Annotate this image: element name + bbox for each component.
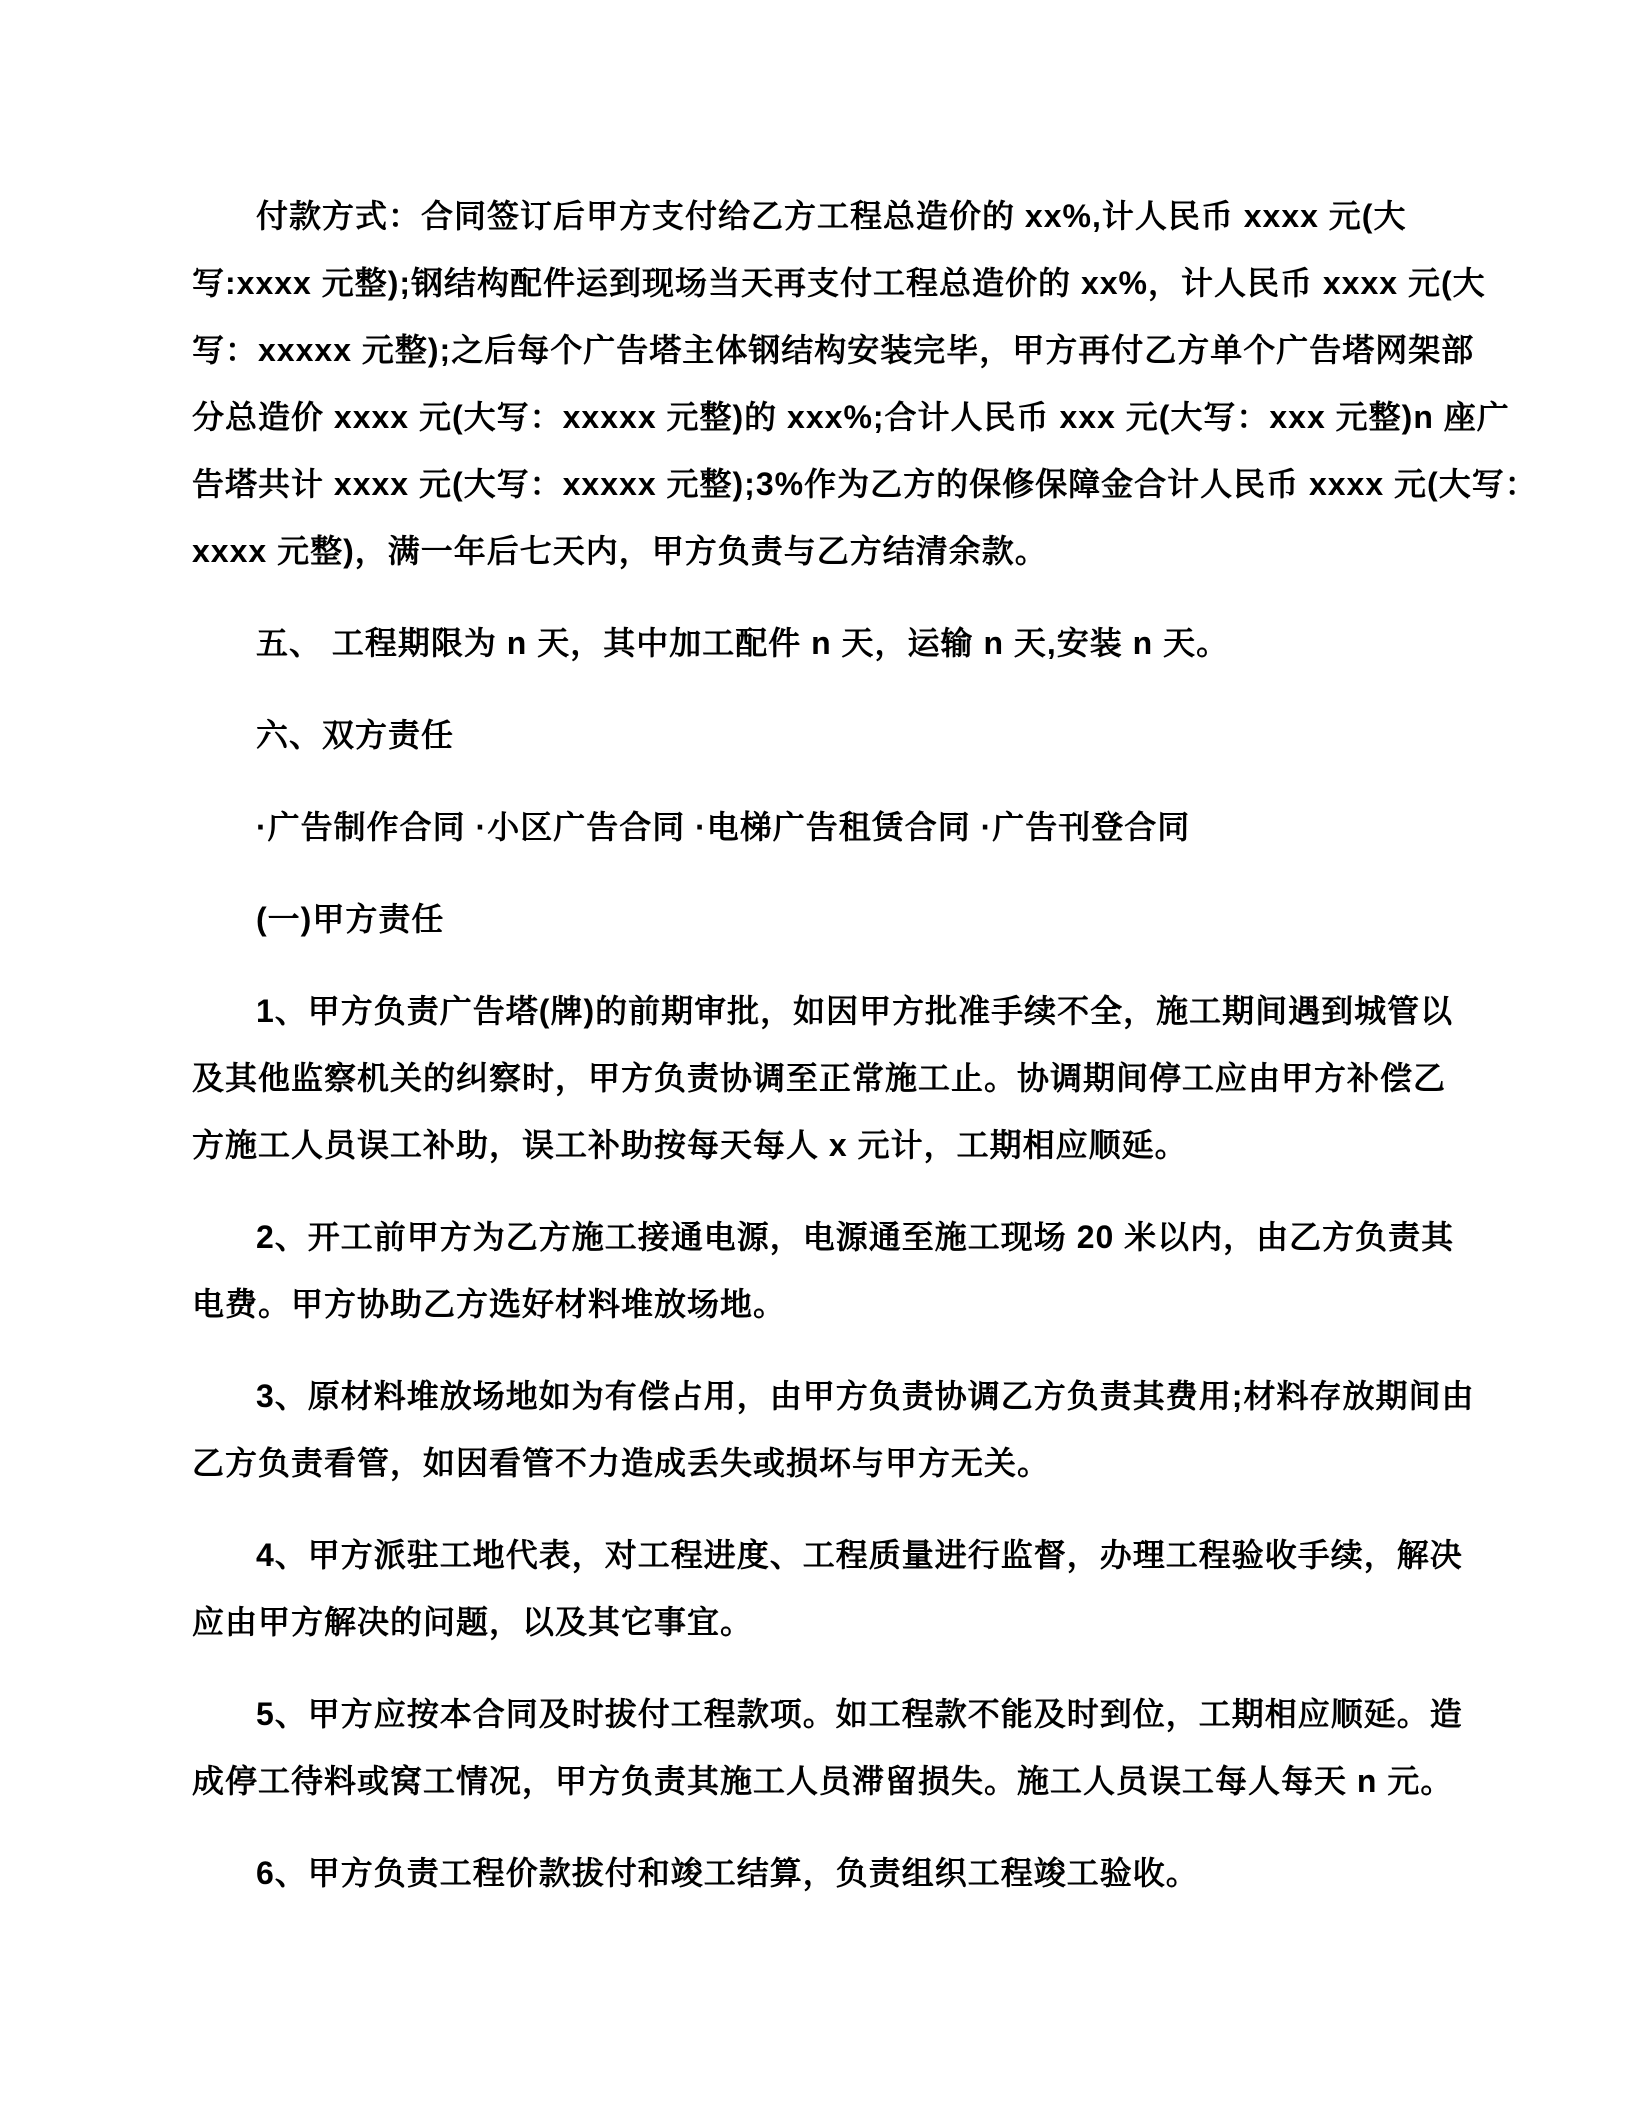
paragraph-line: 电费。甲方协助乙方选好材料堆放场地。 — [192, 1286, 787, 1322]
paragraph-line: 成停工待料或窝工情况，甲方负责其施工人员滞留损失。施工人员误工每人每天 n 元。 — [192, 1763, 1454, 1799]
paragraph-line: ·广告制作合同 ·小区广告合同 ·电梯广告租赁合同 ·广告刊登合同 — [256, 809, 1191, 845]
paragraph-party-a-item-3 — [192, 1363, 1542, 1497]
paragraph-line: 2、开工前甲方为乙方施工接通电源，电源通至施工现场 20 米以内，由乙方负责其 — [256, 1219, 1455, 1255]
paragraph-line: 4、甲方派驻工地代表，对工程进度、工程质量进行监督，办理工程验收手续，解决 — [256, 1537, 1463, 1573]
paragraph-line: 5、甲方应按本合同及时拔付工程款项。如工程款不能及时到位，工期相应顺延。造 — [256, 1696, 1463, 1732]
paragraph-line: 告塔共计 xxxx 元(大写：xxxxx 元整);3%作为乙方的保修保障金合计人民币 xxxx 元(大写： — [192, 466, 1538, 502]
paragraph-line: xxxx 元整)，满一年后七天内，甲方负责与乙方结清余款。 — [192, 533, 1048, 569]
paragraph-line: 方施工人员误工补助，误工补助按每天每人 x 元计，工期相应顺延。 — [192, 1127, 1188, 1163]
paragraph-party-a-item-4 — [192, 1522, 1542, 1656]
paragraph-line: 乙方负责看管，如因看管不力造成丢失或损坏与甲方无关。 — [192, 1445, 1051, 1481]
paragraph-party-a-item-5 — [192, 1681, 1542, 1815]
paragraph-line: 写：xxxxx 元整);之后每个广告塔主体钢结构安装完毕，甲方再付乙方单个广告塔网架部 — [192, 332, 1475, 368]
paragraph-line: 付款方式：合同签订后甲方支付给乙方工程总造价的 xx%,计人民币 xxxx 元(大 — [256, 198, 1407, 234]
paragraph-line: 3、原材料堆放场地如为有偿占用，由甲方负责协调乙方负责其费用;材料存放期间由 — [256, 1378, 1475, 1414]
paragraph-line: 应由甲方解决的问题，以及其它事宜。 — [192, 1604, 754, 1640]
paragraph-payment-terms — [192, 183, 1542, 585]
paragraph-line: (一)甲方责任 — [256, 901, 445, 937]
paragraph-party-a-heading — [192, 886, 1542, 953]
paragraph-line: 1、甲方负责广告塔(牌)的前期审批，如因甲方批准手续不全，施工期间遇到城管以 — [256, 993, 1454, 1029]
paragraph-party-a-item-6 — [192, 1840, 1542, 1907]
paragraph-line: 及其他监察机关的纠察时，甲方负责协调至正常施工止。协调期间停工应由甲方补偿乙 — [192, 1060, 1447, 1096]
paragraph-related-contract-links — [192, 794, 1542, 861]
paragraph-clause-6-heading — [192, 702, 1542, 769]
paragraph-line: 分总造价 xxxx 元(大写：xxxxx 元整)的 xxx%;合计人民币 xxx 元(大写：xxx 元整)n 座广 — [192, 399, 1510, 435]
paragraph-line: 6、甲方负责工程价款拔付和竣工结算，负责组织工程竣工验收。 — [256, 1855, 1199, 1891]
paragraph-line: 五、 工程期限为 n 天，其中加工配件 n 天，运输 n 天,安装 n 天。 — [256, 625, 1230, 661]
paragraph-clause-5-duration — [192, 610, 1542, 677]
paragraph-party-a-item-2 — [192, 1204, 1542, 1338]
paragraph-party-a-item-1 — [192, 978, 1542, 1179]
paragraph-line: 写:xxxx 元整);钢结构配件运到现场当天再支付工程总造价的 xx%，计人民币 xxxx 元(大 — [192, 265, 1486, 301]
paragraph-line: 六、双方责任 — [256, 717, 455, 753]
